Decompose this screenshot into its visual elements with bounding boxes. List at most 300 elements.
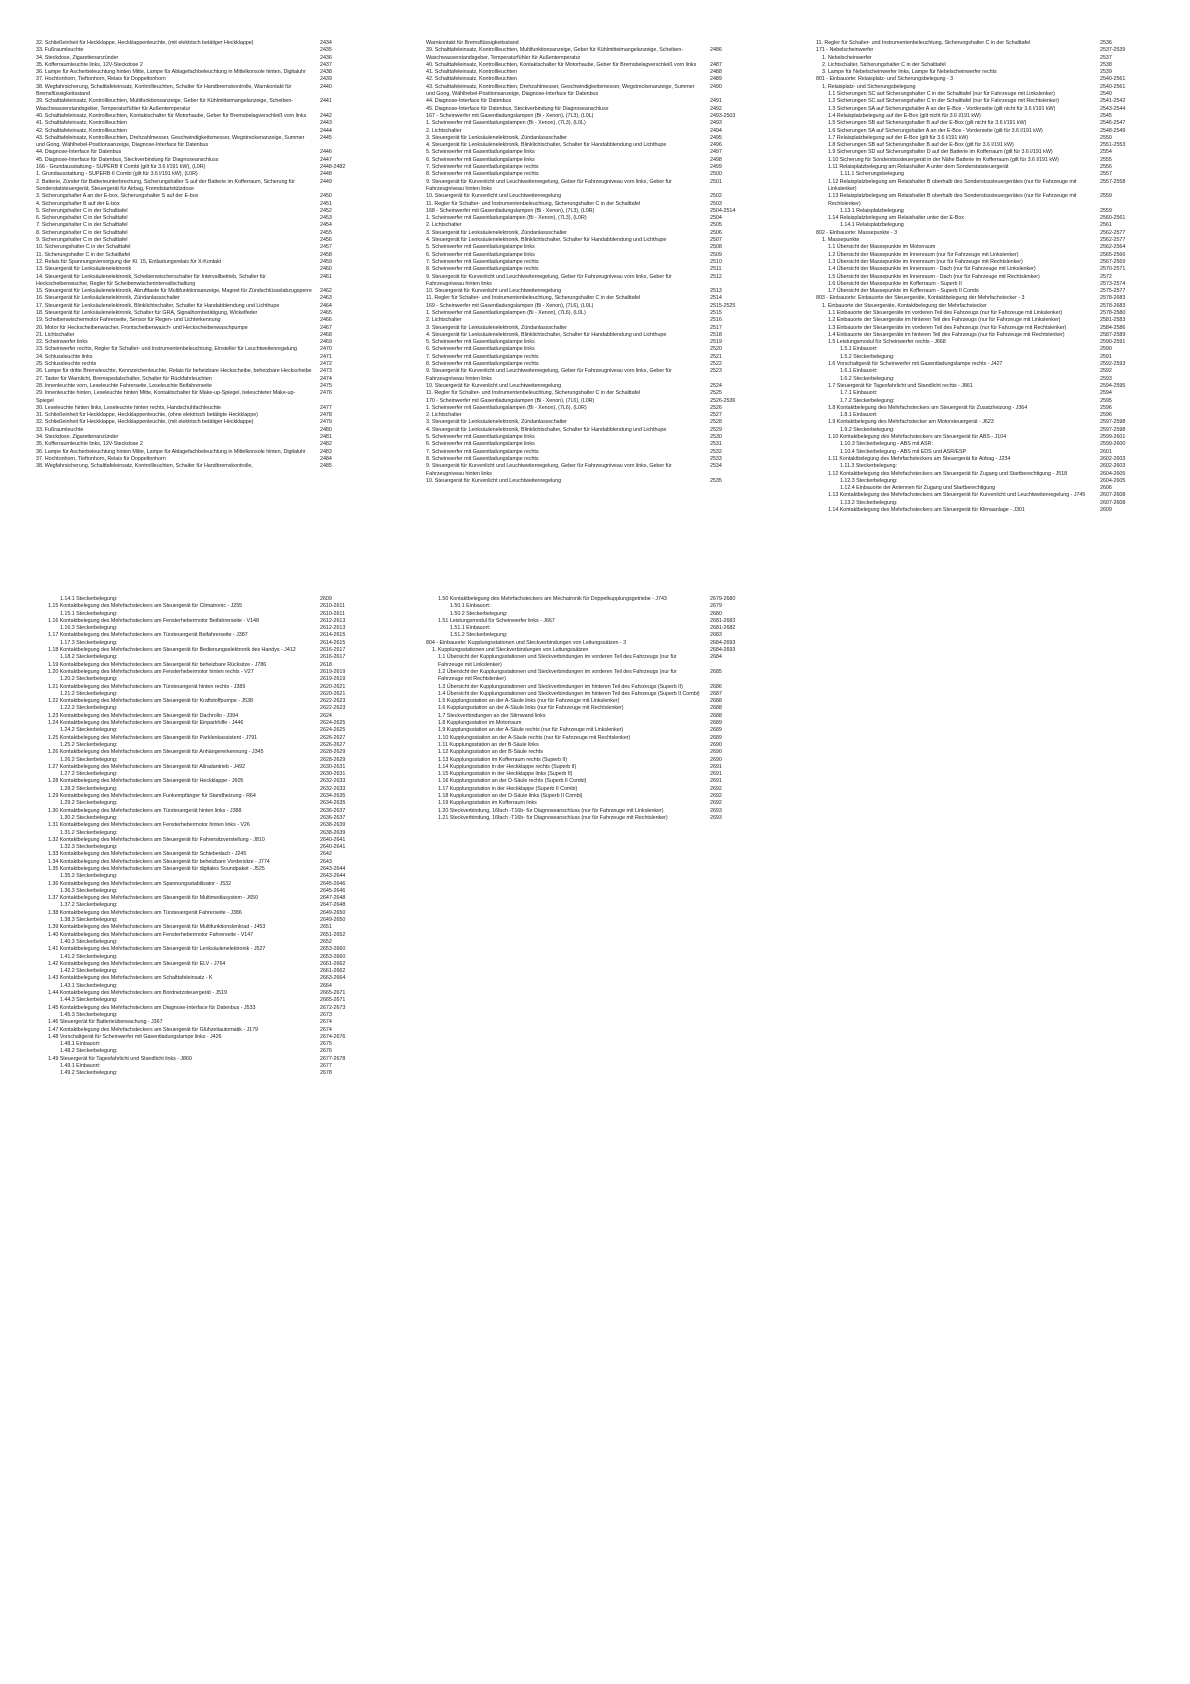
toc-entry[interactable] bbox=[36, 749, 372, 756]
toc-entry[interactable] bbox=[426, 412, 762, 419]
toc-entry[interactable] bbox=[36, 939, 372, 946]
toc-entry[interactable] bbox=[36, 390, 372, 405]
toc-entry[interactable] bbox=[426, 120, 762, 127]
toc-entry[interactable] bbox=[426, 237, 762, 244]
toc-entry-title: 1.12 Relaisplatzbelegung am Relaishalter B oberhalb des Sonderstsssteuergerätes (nur für Fahrzeuge mit Linkslenker) bbox=[828, 178, 1077, 192]
toc-entry-page: 2444 bbox=[320, 127, 332, 134]
toc-entry[interactable] bbox=[426, 618, 762, 625]
toc-entry[interactable] bbox=[36, 171, 372, 178]
toc-entry[interactable] bbox=[36, 164, 372, 171]
toc-entry[interactable] bbox=[36, 259, 372, 266]
toc-entry[interactable] bbox=[816, 500, 1152, 507]
toc-entry[interactable] bbox=[36, 662, 372, 669]
toc-entry[interactable] bbox=[36, 764, 372, 771]
toc-entry[interactable] bbox=[36, 368, 372, 375]
toc-entry[interactable] bbox=[36, 786, 372, 793]
toc-entry-page: 2681-2683 bbox=[710, 617, 736, 624]
toc-entry[interactable] bbox=[816, 91, 1152, 98]
toc-entry-title: 39. Schalttafeleinsatz, Kontrollleuchten, Multifunktionsanzeige, Geber für Kühlmitteimangelanzeige, Scheiben-Waschwasserstandsgeber, Temperaturfühler für Außentemperatur bbox=[426, 47, 684, 61]
toc-entry[interactable] bbox=[36, 456, 372, 463]
toc-entry-page: 2440 bbox=[320, 83, 332, 90]
toc-entry[interactable] bbox=[36, 924, 372, 931]
toc-entry[interactable] bbox=[426, 596, 762, 603]
toc-entry[interactable] bbox=[36, 618, 372, 625]
toc-entry[interactable] bbox=[36, 727, 372, 734]
toc-entry[interactable] bbox=[426, 295, 762, 302]
toc-entry[interactable] bbox=[36, 179, 372, 194]
toc-entry[interactable] bbox=[36, 669, 372, 676]
toc-entry[interactable] bbox=[426, 749, 762, 756]
toc-entry[interactable] bbox=[816, 142, 1152, 149]
toc-entry-page: 2480 bbox=[320, 426, 332, 433]
toc-entry[interactable] bbox=[426, 449, 762, 456]
toc-entry[interactable] bbox=[426, 808, 762, 815]
toc-entry[interactable] bbox=[426, 720, 762, 727]
toc-entry[interactable] bbox=[36, 317, 372, 324]
toc-entry[interactable] bbox=[36, 866, 372, 873]
toc-entry[interactable] bbox=[816, 419, 1152, 426]
toc-entry[interactable] bbox=[36, 449, 372, 456]
toc-entry[interactable] bbox=[36, 434, 372, 441]
toc-entry[interactable] bbox=[36, 983, 372, 990]
toc-entry[interactable] bbox=[426, 135, 762, 142]
toc-entry-title: 1.50.2 Steckerbelegung: bbox=[450, 610, 508, 617]
toc-entry[interactable] bbox=[816, 492, 1152, 499]
toc-entry[interactable] bbox=[36, 654, 372, 661]
toc-entry[interactable] bbox=[816, 47, 1152, 54]
toc-entry[interactable] bbox=[36, 778, 372, 785]
toc-entry[interactable] bbox=[816, 463, 1152, 470]
toc-entry-title: 1.2 Übersicht der Kupplungsstationen und Steckverbindungen im vorderen Teil des Fahrzeugs (nur für Fahrzeuge mit Rechtslenker) bbox=[438, 668, 677, 683]
toc-entry[interactable] bbox=[36, 405, 372, 412]
toc-entry[interactable] bbox=[36, 844, 372, 851]
toc-entry[interactable] bbox=[36, 859, 372, 866]
toc-entry[interactable] bbox=[36, 968, 372, 975]
toc-entry[interactable] bbox=[426, 76, 762, 83]
toc-entry[interactable] bbox=[816, 76, 1152, 83]
toc-entry-title: 1.6 Kupplungsstation an der A-Säule links (nur für Fahrzeuge mit Rechtslenker) bbox=[438, 705, 624, 712]
toc-entry[interactable] bbox=[816, 441, 1152, 448]
toc-entry[interactable] bbox=[816, 368, 1152, 375]
toc-entry[interactable] bbox=[36, 851, 372, 858]
toc-entry[interactable] bbox=[426, 654, 762, 669]
toc-entry-page: 2546-2547 bbox=[1100, 120, 1126, 127]
toc-entry[interactable] bbox=[426, 742, 762, 749]
toc-entry[interactable] bbox=[426, 757, 762, 764]
toc-entry[interactable] bbox=[816, 427, 1152, 434]
toc-entry[interactable] bbox=[426, 266, 762, 273]
toc-entry[interactable] bbox=[816, 303, 1152, 310]
toc-entry[interactable] bbox=[426, 128, 762, 135]
toc-entry[interactable] bbox=[426, 193, 762, 200]
toc-entry[interactable] bbox=[36, 310, 372, 317]
toc-entry[interactable] bbox=[816, 288, 1152, 295]
toc-entry-page: 2435 bbox=[320, 47, 332, 54]
toc-entry[interactable] bbox=[36, 69, 372, 76]
toc-entry[interactable] bbox=[36, 1027, 372, 1034]
toc-entry[interactable] bbox=[36, 346, 372, 353]
toc-entry[interactable] bbox=[36, 640, 372, 647]
toc-entry[interactable] bbox=[426, 310, 762, 317]
toc-entry[interactable] bbox=[816, 405, 1152, 412]
toc-entry-page: 2661-2662 bbox=[320, 960, 346, 967]
toc-entry[interactable] bbox=[816, 149, 1152, 156]
toc-entry[interactable] bbox=[426, 793, 762, 800]
toc-entry[interactable] bbox=[816, 84, 1152, 91]
toc-entry[interactable] bbox=[816, 40, 1152, 47]
toc-entry-title: 1. Nebelscheinwerfer bbox=[822, 54, 872, 61]
toc-entry[interactable] bbox=[36, 230, 372, 237]
toc-entry[interactable] bbox=[36, 215, 372, 222]
toc-entry[interactable] bbox=[426, 727, 762, 734]
toc-entry[interactable] bbox=[36, 208, 372, 215]
toc-entry[interactable] bbox=[816, 456, 1152, 463]
toc-entry[interactable] bbox=[816, 361, 1152, 368]
toc-entry-page: 2555 bbox=[1100, 156, 1112, 163]
toc-entry[interactable] bbox=[816, 281, 1152, 288]
toc-entry[interactable] bbox=[36, 295, 372, 302]
toc-entry[interactable] bbox=[426, 640, 762, 647]
toc-entry[interactable] bbox=[36, 815, 372, 822]
toc-entry-page: 2618 bbox=[320, 661, 332, 668]
toc-entry[interactable] bbox=[426, 106, 762, 113]
toc-entry[interactable] bbox=[36, 113, 372, 120]
toc-entry[interactable] bbox=[36, 383, 372, 390]
toc-entry[interactable] bbox=[36, 1063, 372, 1070]
toc-entry[interactable] bbox=[36, 339, 372, 346]
toc-entry[interactable] bbox=[426, 252, 762, 259]
toc-entry[interactable] bbox=[36, 1005, 372, 1012]
toc-entry-page: 2497 bbox=[710, 149, 722, 156]
toc-entry[interactable] bbox=[816, 128, 1152, 135]
toc-entry[interactable] bbox=[426, 405, 762, 412]
toc-entry[interactable] bbox=[36, 325, 372, 332]
toc-entry[interactable] bbox=[36, 881, 372, 888]
toc-entry[interactable] bbox=[426, 354, 762, 361]
toc-entry[interactable] bbox=[36, 625, 372, 632]
toc-entry[interactable] bbox=[36, 975, 372, 982]
toc-entry[interactable] bbox=[36, 128, 372, 135]
toc-entry[interactable] bbox=[426, 698, 762, 705]
toc-entry[interactable] bbox=[36, 830, 372, 837]
toc-entry[interactable] bbox=[36, 1041, 372, 1048]
toc-entry[interactable] bbox=[816, 449, 1152, 456]
toc-entry[interactable] bbox=[816, 295, 1152, 302]
toc-entry[interactable] bbox=[426, 778, 762, 785]
toc-entry[interactable] bbox=[816, 244, 1152, 251]
toc-entry-title: 5. Scheinwerfer mit Gasentladungslampe links bbox=[426, 434, 535, 441]
toc-entry[interactable] bbox=[36, 822, 372, 829]
toc-entry[interactable] bbox=[36, 800, 372, 807]
toc-entry[interactable] bbox=[36, 997, 372, 1004]
toc-entry[interactable] bbox=[426, 390, 762, 397]
toc-entry[interactable] bbox=[36, 149, 372, 156]
toc-entry-page: 2442 bbox=[320, 112, 332, 119]
toc-entry[interactable] bbox=[816, 69, 1152, 76]
toc-entry[interactable] bbox=[36, 120, 372, 127]
toc-entry[interactable] bbox=[36, 1056, 372, 1063]
toc-entry[interactable] bbox=[426, 149, 762, 156]
toc-entry[interactable] bbox=[36, 332, 372, 339]
toc-entry[interactable] bbox=[426, 69, 762, 76]
toc-entry[interactable] bbox=[816, 193, 1152, 208]
toc-entry[interactable] bbox=[426, 383, 762, 390]
toc-entry-page: 2591 bbox=[1100, 353, 1112, 360]
toc-entry[interactable] bbox=[426, 47, 762, 62]
toc-entry[interactable] bbox=[426, 463, 762, 478]
toc-entry[interactable] bbox=[816, 376, 1152, 383]
toc-entry[interactable] bbox=[426, 603, 762, 610]
toc-entry[interactable] bbox=[36, 961, 372, 968]
toc-entry[interactable] bbox=[36, 873, 372, 880]
toc-entry[interactable] bbox=[816, 106, 1152, 113]
toc-entry[interactable] bbox=[36, 252, 372, 259]
toc-entry[interactable] bbox=[426, 368, 762, 383]
toc-entry[interactable] bbox=[816, 354, 1152, 361]
toc-entry[interactable] bbox=[426, 611, 762, 618]
toc-entry[interactable] bbox=[36, 596, 372, 603]
toc-entry-title: 8. Scheinwerfer mit Gasentladungslampe rechts bbox=[426, 361, 539, 368]
toc-entry[interactable] bbox=[816, 230, 1152, 237]
toc-entry[interactable] bbox=[426, 735, 762, 742]
toc-entry[interactable] bbox=[816, 325, 1152, 332]
toc-entry[interactable] bbox=[426, 441, 762, 448]
toc-entry[interactable] bbox=[816, 478, 1152, 485]
toc-entry[interactable] bbox=[426, 40, 762, 47]
toc-entry[interactable] bbox=[426, 815, 762, 822]
toc-entry[interactable] bbox=[36, 463, 372, 470]
toc-entry[interactable] bbox=[36, 895, 372, 902]
toc-entry[interactable] bbox=[36, 361, 372, 368]
toc-entry[interactable] bbox=[36, 237, 372, 244]
toc-entry-title: 9. Sicherungshalter C in der Schalttafel bbox=[36, 237, 128, 244]
toc-entry[interactable] bbox=[36, 1034, 372, 1041]
toc-entry[interactable] bbox=[426, 142, 762, 149]
toc-entry[interactable] bbox=[816, 310, 1152, 317]
toc-entry[interactable] bbox=[36, 837, 372, 844]
toc-entry[interactable] bbox=[36, 691, 372, 698]
toc-entry[interactable] bbox=[36, 222, 372, 229]
toc-entry[interactable] bbox=[816, 274, 1152, 281]
toc-entry[interactable] bbox=[36, 632, 372, 639]
toc-entry[interactable] bbox=[36, 266, 372, 273]
toc-entry[interactable] bbox=[426, 259, 762, 266]
toc-entry[interactable] bbox=[426, 288, 762, 295]
toc-entry[interactable] bbox=[36, 55, 372, 62]
toc-entry[interactable] bbox=[816, 383, 1152, 390]
toc-entry[interactable] bbox=[36, 376, 372, 383]
toc-entry[interactable] bbox=[36, 288, 372, 295]
toc-entry[interactable] bbox=[426, 632, 762, 639]
toc-entry[interactable] bbox=[816, 434, 1152, 441]
toc-entry[interactable] bbox=[426, 398, 762, 405]
toc-entry[interactable] bbox=[426, 62, 762, 69]
toc-entry[interactable] bbox=[36, 793, 372, 800]
toc-entry[interactable] bbox=[36, 1048, 372, 1055]
toc-entry[interactable] bbox=[36, 135, 372, 150]
toc-entry[interactable] bbox=[426, 625, 762, 632]
toc-entry[interactable] bbox=[816, 135, 1152, 142]
toc-entry[interactable] bbox=[426, 713, 762, 720]
toc-entry[interactable] bbox=[426, 317, 762, 324]
toc-entry[interactable] bbox=[36, 1019, 372, 1026]
toc-entry[interactable] bbox=[816, 317, 1152, 324]
toc-entry[interactable] bbox=[36, 902, 372, 909]
toc-entry[interactable] bbox=[426, 434, 762, 441]
toc-entry[interactable] bbox=[426, 84, 762, 99]
toc-entry[interactable] bbox=[36, 84, 372, 99]
toc-entry[interactable] bbox=[36, 705, 372, 712]
toc-entry[interactable] bbox=[36, 647, 372, 654]
toc-entry[interactable] bbox=[426, 419, 762, 426]
toc-entry-title: 1. Massepunkte bbox=[822, 237, 860, 244]
toc-entry[interactable] bbox=[426, 691, 762, 698]
toc-entry[interactable] bbox=[426, 303, 762, 310]
toc-entry-page: 2483 bbox=[320, 448, 332, 455]
toc-entry[interactable] bbox=[426, 427, 762, 434]
toc-entry[interactable] bbox=[36, 698, 372, 705]
toc-entry-page: 2533 bbox=[710, 455, 722, 462]
toc-entry[interactable] bbox=[426, 332, 762, 339]
toc-entry[interactable] bbox=[426, 361, 762, 368]
toc-entry[interactable] bbox=[36, 684, 372, 691]
toc-entry[interactable] bbox=[36, 888, 372, 895]
toc-entry-title: 1.11.3 Steckerbelegung: bbox=[840, 463, 897, 470]
toc-entry[interactable] bbox=[36, 419, 372, 426]
toc-entry[interactable] bbox=[36, 917, 372, 924]
toc-entry[interactable] bbox=[426, 164, 762, 171]
toc-entry-page: 2643 bbox=[320, 858, 332, 865]
toc-entry[interactable] bbox=[816, 164, 1152, 171]
toc-entry[interactable] bbox=[816, 222, 1152, 229]
toc-entry[interactable] bbox=[36, 98, 372, 113]
toc-entry[interactable] bbox=[816, 215, 1152, 222]
toc-entry[interactable] bbox=[816, 62, 1152, 69]
toc-entry[interactable] bbox=[816, 179, 1152, 194]
toc-entry-page: 2506 bbox=[710, 229, 722, 236]
toc-entry[interactable] bbox=[36, 201, 372, 208]
toc-entry[interactable] bbox=[816, 471, 1152, 478]
toc-entry[interactable] bbox=[36, 40, 372, 47]
toc-entry[interactable] bbox=[36, 946, 372, 953]
toc-entry[interactable] bbox=[36, 1012, 372, 1019]
toc-entry[interactable] bbox=[816, 485, 1152, 492]
toc-entry[interactable] bbox=[426, 339, 762, 346]
toc-entry[interactable] bbox=[36, 157, 372, 164]
toc-entry[interactable] bbox=[36, 954, 372, 961]
toc-entry[interactable] bbox=[426, 786, 762, 793]
toc-entry[interactable] bbox=[36, 932, 372, 939]
toc-entry[interactable] bbox=[36, 603, 372, 610]
toc-entry[interactable] bbox=[426, 230, 762, 237]
toc-entry-title: 1.42.2 Steckerbelegung: bbox=[60, 968, 118, 975]
toc-entry[interactable] bbox=[816, 332, 1152, 339]
toc-entry[interactable] bbox=[426, 113, 762, 120]
toc-entry[interactable] bbox=[426, 171, 762, 178]
toc-entry[interactable] bbox=[426, 208, 762, 215]
toc-entry[interactable] bbox=[36, 771, 372, 778]
toc-entry[interactable] bbox=[426, 346, 762, 353]
toc-entry[interactable] bbox=[426, 705, 762, 712]
toc-entry[interactable] bbox=[426, 478, 762, 485]
toc-entry[interactable] bbox=[36, 47, 372, 54]
toc-entry[interactable] bbox=[426, 800, 762, 807]
toc-entry[interactable] bbox=[426, 684, 762, 691]
toc-entry[interactable] bbox=[426, 157, 762, 164]
toc-entry[interactable] bbox=[816, 171, 1152, 178]
toc-entry[interactable] bbox=[816, 55, 1152, 62]
toc-entry-page: 2647-2648 bbox=[320, 902, 346, 909]
toc-entry[interactable] bbox=[36, 354, 372, 361]
toc-entry[interactable] bbox=[36, 676, 372, 683]
toc-entry-page: 2692 bbox=[710, 785, 722, 792]
toc-entry[interactable] bbox=[36, 757, 372, 764]
toc-entry[interactable] bbox=[36, 76, 372, 83]
toc-entry[interactable] bbox=[426, 98, 762, 105]
toc-entry-page: 2521 bbox=[710, 353, 722, 360]
toc-entry[interactable] bbox=[816, 113, 1152, 120]
toc-entry[interactable] bbox=[36, 244, 372, 251]
toc-entry[interactable] bbox=[426, 764, 762, 771]
toc-entry[interactable] bbox=[426, 325, 762, 332]
toc-entry[interactable] bbox=[36, 193, 372, 200]
toc-entry[interactable] bbox=[36, 735, 372, 742]
toc-entry[interactable] bbox=[426, 201, 762, 208]
toc-entry[interactable] bbox=[816, 266, 1152, 273]
toc-entry[interactable] bbox=[36, 990, 372, 997]
toc-entry[interactable] bbox=[426, 179, 762, 194]
toc-entry[interactable] bbox=[36, 720, 372, 727]
toc-entry[interactable] bbox=[36, 274, 372, 289]
toc-entry[interactable] bbox=[36, 412, 372, 419]
toc-entry[interactable] bbox=[426, 215, 762, 222]
toc-entry[interactable] bbox=[816, 252, 1152, 259]
toc-entry-title: 1.51.1 Einbauort: bbox=[450, 625, 491, 632]
toc-entry[interactable] bbox=[816, 507, 1152, 514]
toc-entry[interactable] bbox=[816, 157, 1152, 164]
toc-entry[interactable] bbox=[36, 1070, 372, 1077]
toc-entry[interactable] bbox=[36, 62, 372, 69]
toc-entry[interactable] bbox=[36, 303, 372, 310]
toc-entry[interactable] bbox=[426, 456, 762, 463]
toc-entry[interactable] bbox=[816, 339, 1152, 346]
toc-entry[interactable] bbox=[816, 208, 1152, 215]
toc-entry[interactable] bbox=[816, 390, 1152, 397]
toc-entry-title: 1.36 Kontaktbelegung des Mehrfachsteckers am Spannungsstabilisator - J532 bbox=[48, 880, 232, 887]
toc-entry-title: 35. Kofferraumleuchte links, 12V-Steckdose 2 bbox=[36, 441, 143, 448]
toc-entry[interactable] bbox=[426, 771, 762, 778]
toc-entry[interactable] bbox=[36, 611, 372, 618]
toc-entry[interactable] bbox=[816, 398, 1152, 405]
toc-entry[interactable] bbox=[426, 222, 762, 229]
toc-entry-title: 1.25.2 Steckerbelegung: bbox=[60, 741, 118, 748]
toc-entry[interactable] bbox=[36, 910, 372, 917]
toc-entry[interactable] bbox=[36, 441, 372, 448]
toc-entry[interactable] bbox=[816, 120, 1152, 127]
toc-entry[interactable] bbox=[816, 98, 1152, 105]
toc-entry[interactable] bbox=[36, 713, 372, 720]
toc-entry-title: 5. Scheinwerfer mit Gasentladungslampe links bbox=[426, 339, 535, 346]
toc-entry[interactable] bbox=[816, 412, 1152, 419]
toc-entry[interactable] bbox=[36, 742, 372, 749]
toc-entry[interactable] bbox=[816, 346, 1152, 353]
toc-entry[interactable] bbox=[36, 427, 372, 434]
toc-entry[interactable] bbox=[426, 274, 762, 289]
toc-entry[interactable] bbox=[426, 244, 762, 251]
toc-entry[interactable] bbox=[426, 669, 762, 684]
toc-entry[interactable] bbox=[36, 808, 372, 815]
toc-entry-title: 37. Hochtonhorn, Tieftonhorn, Relais für Doppeltonhorn bbox=[36, 455, 166, 462]
